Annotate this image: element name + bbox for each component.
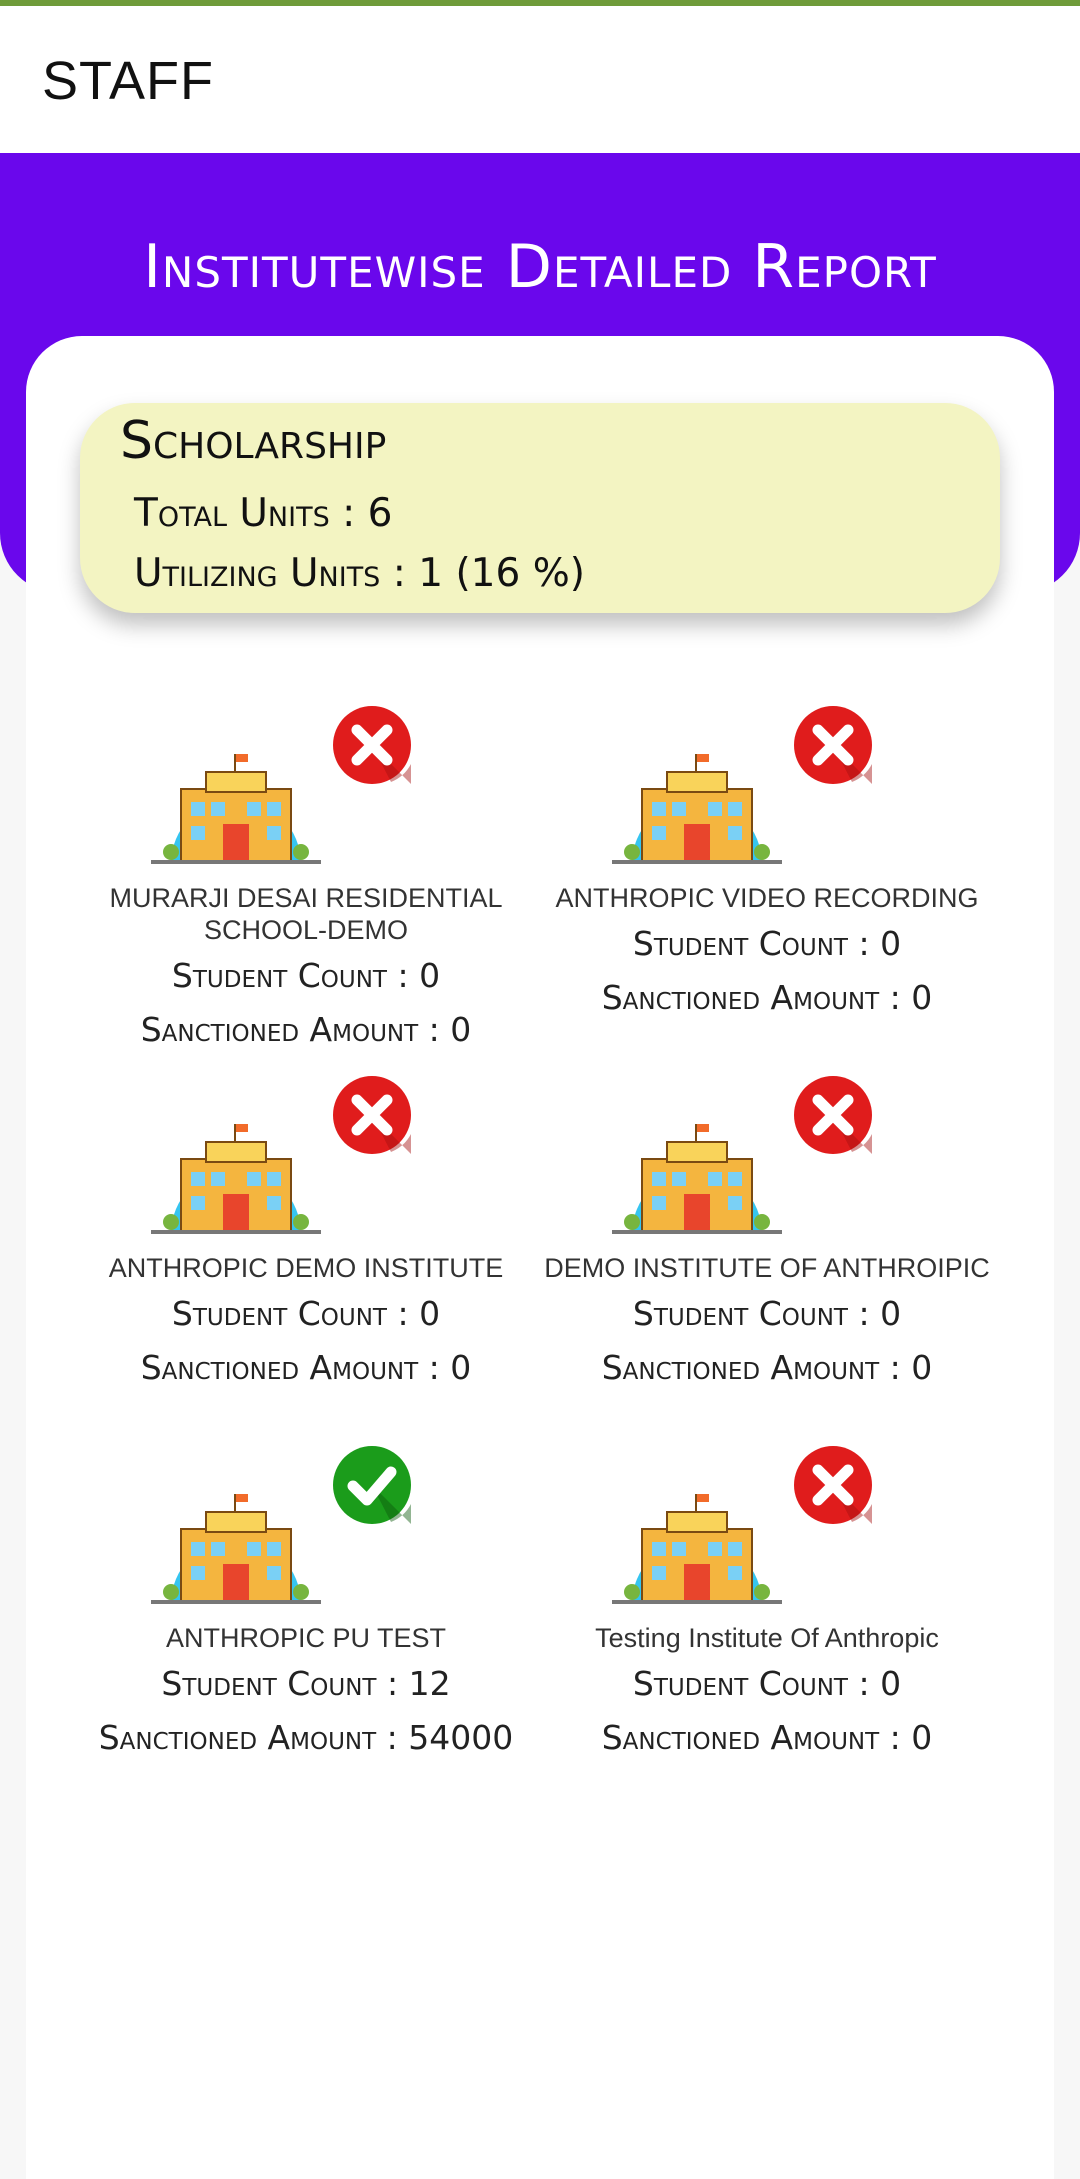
school-building-icon xyxy=(151,744,321,864)
institute-item[interactable] xyxy=(76,1444,536,1784)
institute-item[interactable] xyxy=(537,1074,997,1414)
institute-item[interactable] xyxy=(76,704,536,1049)
school-building-icon xyxy=(612,744,782,864)
student-count: Student Count : 0 xyxy=(171,956,441,995)
report-card xyxy=(26,336,1054,2179)
sanctioned-amount: Sanctioned Amount : 0 xyxy=(601,1348,933,1387)
app-title: STAFF xyxy=(42,51,214,111)
institute-name: ANTHROPIC DEMO INSTITUTE xyxy=(108,1253,504,1283)
school-building-icon xyxy=(612,1114,782,1234)
sanctioned-amount: Sanctioned Amount : 0 xyxy=(601,978,933,1017)
student-count: Student Count : 12 xyxy=(161,1664,451,1703)
school-building-icon xyxy=(151,1114,321,1234)
app-bar xyxy=(0,6,1080,153)
check-icon xyxy=(331,1444,413,1526)
utilizing-units: Utilizing Units : 1 (16 %) xyxy=(134,551,585,596)
cross-icon xyxy=(792,1074,874,1156)
cross-icon xyxy=(792,1444,874,1526)
institute-item[interactable] xyxy=(76,1074,536,1414)
student-count: Student Count : 0 xyxy=(632,924,902,963)
cross-icon xyxy=(331,704,413,786)
student-count: Student Count : 0 xyxy=(632,1294,902,1333)
cross-icon xyxy=(792,704,874,786)
institute-name: DEMO INSTITUTE OF ANTHROIPIC xyxy=(544,1253,990,1283)
school-building-icon xyxy=(151,1484,321,1604)
sanctioned-amount: Sanctioned Amount : 0 xyxy=(601,1718,933,1757)
student-count: Student Count : 0 xyxy=(632,1664,902,1703)
sanctioned-amount: Sanctioned Amount : 0 xyxy=(140,1348,472,1387)
sanctioned-amount: Sanctioned Amount : 0 xyxy=(140,1010,472,1049)
sanctioned-amount: Sanctioned Amount : 54000 xyxy=(98,1718,514,1757)
institute-item[interactable] xyxy=(537,704,997,1044)
student-count: Student Count : 0 xyxy=(171,1294,441,1333)
summary-title: Scholarship xyxy=(120,411,387,471)
cross-icon xyxy=(331,1074,413,1156)
institute-item[interactable] xyxy=(537,1444,997,1784)
page-title: Institutewise Detailed Report xyxy=(143,232,937,302)
total-units: Total Units : 6 xyxy=(134,491,393,536)
institute-name: MURARJI DESAI RESIDENTIAL SCHOOL-DEMO xyxy=(109,883,503,945)
summary-panel xyxy=(80,403,1000,613)
institute-name: Testing Institute Of Anthropic xyxy=(595,1623,939,1653)
school-building-icon xyxy=(612,1484,782,1604)
institute-name: ANTHROPIC VIDEO RECORDING xyxy=(555,883,979,913)
institute-name: ANTHROPIC PU TEST xyxy=(165,1623,447,1653)
